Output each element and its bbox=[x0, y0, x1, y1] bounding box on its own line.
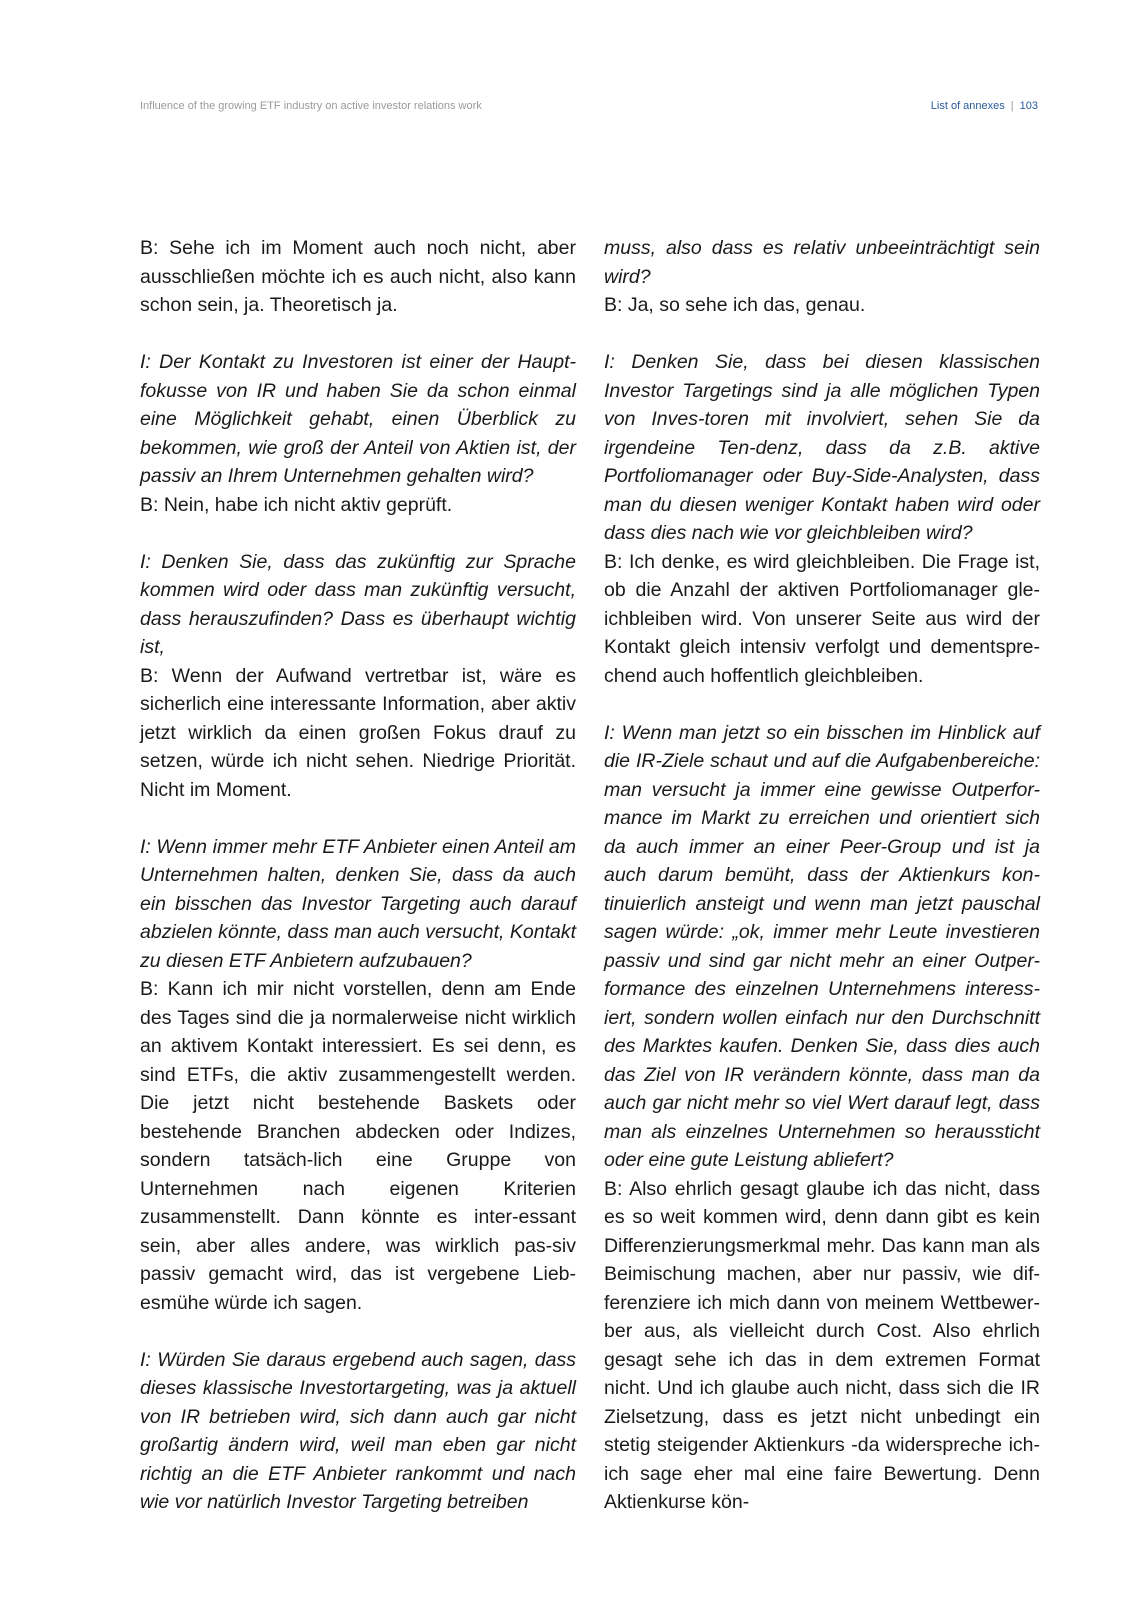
answer-paragraph: B: Also ehrlich gesagt glaube ich das nicht, dass es so weit kommen wird, denn dann gibt es kein Differenzierungsmerkmal mehr. Das kann man als Beimischung machen, aber nur passiv, wie dif-ferenziere ich mich dann von meinem Wettbewer-ber aus, als vielleicht durch Cost. Also ehrlich gesagt sehe ich das in dem extremen Format nicht. Und ich glaube auch nicht, dass sich die IR Zielsetzung, dass es jetzt nicht unbedingt ein stetig steigender Aktienkurs -da widerspreche ich- ich sage eher mal eine faire Bewertung. Denn Aktienkurse kön- bbox=[604, 1177, 1040, 1513]
answer-paragraph: B: Sehe ich im Moment auch noch nicht, aber ausschließen möchte ich es auch nicht, also kann schon sein, ja. Theoretisch ja. bbox=[140, 237, 576, 316]
answer-paragraph: B: Ich denke, es wird gleichbleiben. Die Frage ist, ob die Anzahl der aktiven Portfoliomanager gle-ichbleiben wird. Von unserer Seite aus wird der Kontakt gleich intensiv verfolgt und dementspre-chend auch hoffentlich gleichbleiben. bbox=[604, 550, 1040, 687]
running-header-section bbox=[931, 100, 1038, 112]
answer-paragraph: B: Nein, habe ich nicht aktiv geprüft. bbox=[140, 493, 453, 516]
right-column bbox=[604, 234, 1040, 1517]
question-paragraph: I: Wenn immer mehr ETF Anbieter einen Anteil am Unternehmen halten, denken Sie, dass da auch ein bisschen das Investor Targeting auch darauf abzielen könnte, dass man auch versucht, Kontakt zu diesen ETF Anbietern aufzubauen? bbox=[140, 835, 576, 972]
question-paragraph: muss, also dass es relativ unbeeinträchtigt sein wird? bbox=[604, 237, 1040, 288]
question-paragraph: I: Wenn man jetzt so ein bisschen im Hinblick auf die IR-Ziele schaut und auf die Aufgabenbereiche: man versucht ja immer eine gewisse Outperfor-mance im Markt zu erreichen und orientiert sich da auch immer an einer Peer-Group und ist ja auch darum bemüht, dass der Aktienkurs kon-tinuierlich ansteigt und wenn man jetzt pauschal sagen würde: „ok, immer mehr Leute investieren passiv und sind gar nicht mehr an einer Outper-formance des einzelnen Unternehmens interess-iert, sondern wollen einfach nur den Durchschnitt des Marktes kaufen. Denken Sie, dass dies auch das Ziel von IR verändern könnte, dass man da auch gar nicht mehr so viel Wert darauf legt, dass man als einzelnes Unternehmen so heraussticht oder eine gute Leistung abliefert? bbox=[604, 721, 1040, 1171]
page-number: 103 bbox=[1019, 100, 1038, 112]
running-header-title: Influence of the growing ETF industry on active investor relations work bbox=[140, 100, 482, 112]
question-paragraph: I: Der Kontakt zu Investoren ist einer der Haupt-fokusse von IR und haben Sie da schon einmal eine Möglichkeit gehabt, einen Überblick zu bekommen, wie groß der Anteil von Aktien ist, der passiv an Ihrem Unternehmen gehalten wird? bbox=[140, 351, 576, 487]
answer-paragraph: B: Ja, so sehe ich das, genau. bbox=[604, 294, 866, 316]
left-column bbox=[140, 234, 576, 1517]
answer-paragraph: B: Kann ich mir nicht vorstellen, denn am Ende des Tages sind die ja normalerweise nicht wirklich an aktivem Kontakt interessiert. Es sei denn, es sind ETFs, die aktiv zusammengestellt werden. Die jetzt nicht bestehende Baskets oder bestehende Branchen abdecken oder Indizes, sondern tatsäch-lich eine Gruppe von Unternehmen nach eigenen Kriterien zusammenstellt. Dann könnte es inter-essant sein, aber alles andere, was wirklich pas-siv passiv gemacht wird, das ist vergebene Lieb-esmühe würde ich sagen. bbox=[140, 978, 576, 1314]
question-paragraph: I: Denken Sie, dass das zukünftig zur Sprache kommen wird oder dass man zukünftig versucht, dass herauszufinden? Dass es überhaupt wichtig ist, bbox=[140, 550, 576, 658]
question-paragraph: I: Denken Sie, dass bei diesen klassischen Investor Targetings sind ja alle möglichen Typen von Inves-toren mit involviert, sehen Sie da irgendeine Ten-denz, dass da z.B. aktive Portfoliomanager oder Buy-Side-Analysten, dass man du diesen weniger Kontakt haben wird oder dass dies nach wie vor gleichbleiben wird? bbox=[604, 351, 1040, 544]
question-paragraph: I: Würden Sie daraus ergebend auch sagen, dass dieses klassische Investortargeting, was ja aktuell von IR betrieben wird, sich dann auch gar nicht großartig ändern wird, weil man eben gar nicht richtig an die ETF Anbieter rankommt und nach wie vor natürlich Investor Targeting betreiben bbox=[140, 1348, 576, 1513]
answer-paragraph: B: Wenn der Aufwand vertretbar ist, wäre es sicherlich eine interessante Information, aber aktiv jetzt wirklich da einen großen Fokus drauf zu setzen, würde ich nicht sehen. Niedrige Priorität. Nicht im Moment. bbox=[140, 664, 576, 801]
section-label: List of annexes bbox=[930, 100, 1005, 112]
header-separator: | bbox=[1010, 100, 1014, 112]
